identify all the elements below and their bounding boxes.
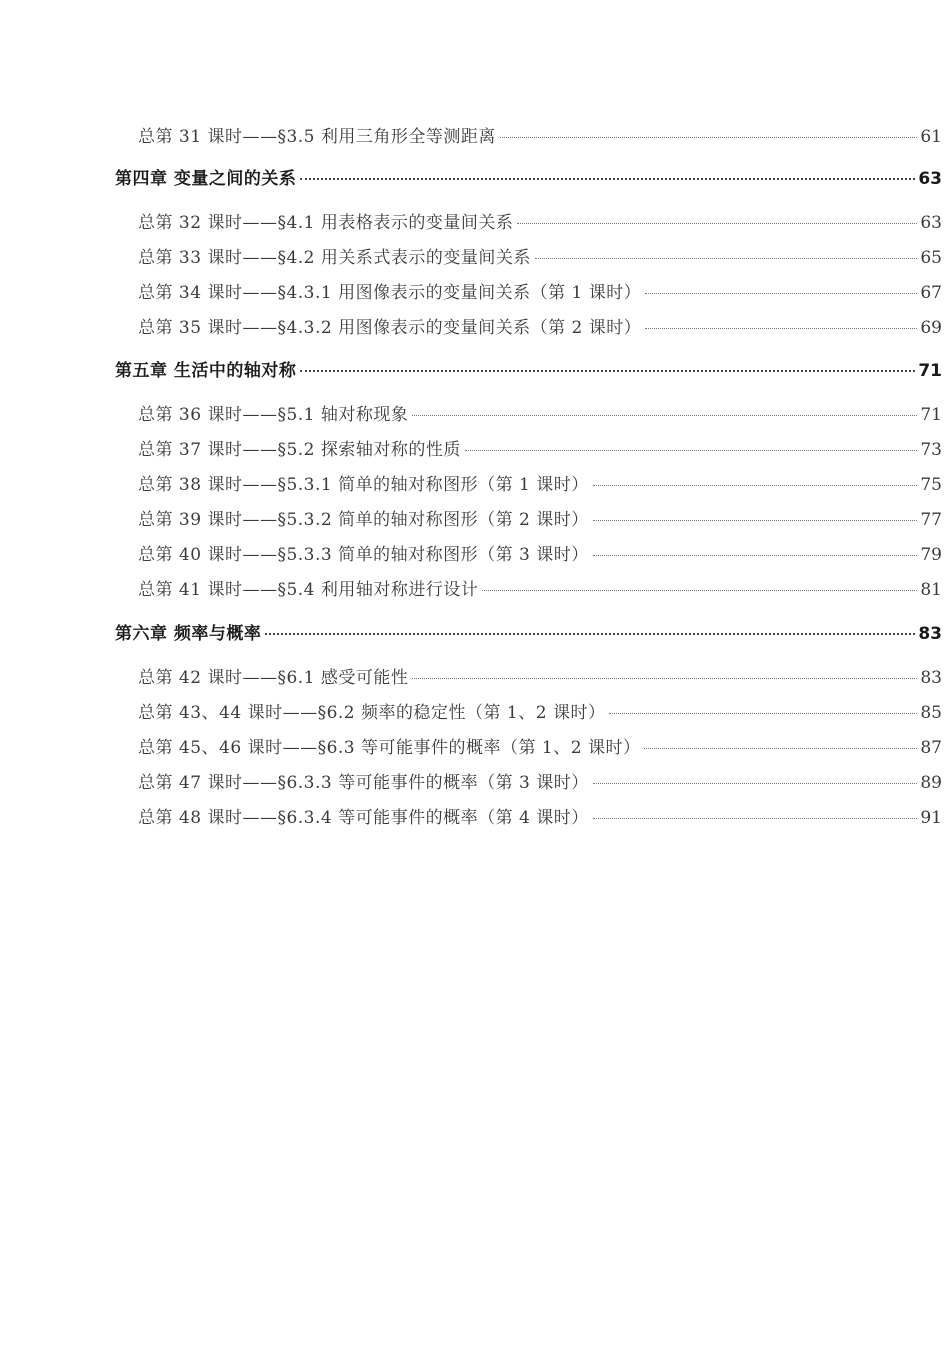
toc-page-number: 81 [920, 580, 942, 600]
toc-page-number: 63 [920, 213, 942, 233]
toc-entry-lesson [138, 575, 942, 600]
toc-entry-lesson [138, 698, 942, 723]
chapter-title: 第六章 频率与概率 [115, 624, 262, 644]
toc-entry-title: 总第 37 课时——§5.2 探索轴对称的性质 [138, 440, 461, 460]
toc-entry-title: 总第 48 课时——§6.3.4 等可能事件的概率（第 4 课时） [138, 808, 589, 828]
toc-page-number: 83 [920, 668, 942, 688]
toc-entry-title: 总第 35 课时——§4.3.2 用图像表示的变量间关系（第 2 课时） [138, 318, 642, 338]
toc-entry-lesson [138, 243, 942, 268]
dot-leader [412, 415, 917, 416]
dot-leader [593, 555, 918, 556]
toc-page-number: 87 [920, 738, 942, 758]
toc-page-number: 63 [918, 169, 942, 189]
dot-leader [593, 783, 918, 784]
toc-entry-chapter [115, 164, 942, 189]
toc-entry-lesson [138, 278, 942, 303]
toc-entry-lesson [138, 400, 942, 425]
toc-entry-title: 总第 38 课时——§5.3.1 简单的轴对称图形（第 1 课时） [138, 475, 589, 495]
chapter-title: 第五章 生活中的轴对称 [115, 361, 297, 381]
dot-leader [300, 178, 915, 180]
dot-leader [535, 258, 917, 259]
toc-entry-lesson [138, 733, 942, 758]
toc-entry-title: 总第 43、44 课时——§6.2 频率的稳定性（第 1、2 课时） [138, 703, 606, 723]
dot-leader [609, 713, 917, 714]
dot-leader [465, 450, 917, 451]
toc-entry-lesson [138, 803, 942, 828]
toc-entry-title: 总第 42 课时——§6.1 感受可能性 [138, 668, 409, 688]
dot-leader [593, 520, 918, 521]
dot-leader [593, 485, 918, 486]
toc-entry-lesson [138, 768, 942, 793]
toc-entry-lesson [138, 435, 942, 460]
toc-entry-title: 总第 40 课时——§5.3.3 简单的轴对称图形（第 3 课时） [138, 545, 589, 565]
dot-leader [645, 293, 917, 294]
toc-entry-lesson [138, 208, 942, 233]
dot-leader [482, 590, 917, 591]
toc-page-number: 77 [920, 510, 942, 530]
toc-entry-chapter [115, 356, 942, 381]
toc-entry-lesson [138, 313, 942, 338]
toc-page-number: 83 [918, 624, 942, 644]
toc-page-number: 73 [920, 440, 942, 460]
toc-entry-title: 总第 36 课时——§5.1 轴对称现象 [138, 405, 409, 425]
toc-entry-lesson [138, 663, 942, 688]
toc-entry-title: 总第 32 课时——§4.1 用表格表示的变量间关系 [138, 213, 514, 233]
dot-leader [644, 748, 917, 749]
toc-page-number: 65 [920, 248, 942, 268]
dot-leader [645, 328, 917, 329]
toc-entry-title: 总第 33 课时——§4.2 用关系式表示的变量间关系 [138, 248, 531, 268]
toc-entry-title: 总第 34 课时——§4.3.1 用图像表示的变量间关系（第 1 课时） [138, 283, 642, 303]
toc-page-number: 67 [920, 283, 942, 303]
toc-page-number: 71 [920, 405, 942, 425]
toc-entry-lesson [138, 122, 942, 147]
toc-page-number: 89 [920, 773, 942, 793]
toc-entry-title: 总第 47 课时——§6.3.3 等可能事件的概率（第 3 课时） [138, 773, 589, 793]
chapter-title: 第四章 变量之间的关系 [115, 169, 297, 189]
dot-leader [412, 678, 917, 679]
toc-page-number: 79 [920, 545, 942, 565]
toc-entry-lesson [138, 505, 942, 530]
toc-entry-title: 总第 45、46 课时——§6.3 等可能事件的概率（第 1、2 课时） [138, 738, 641, 758]
dot-leader [517, 223, 917, 224]
toc-entry-lesson [138, 540, 942, 565]
toc-page-number: 85 [920, 703, 942, 723]
dot-leader [265, 633, 915, 635]
toc-page-number: 91 [920, 808, 942, 828]
toc-entry-title: 总第 41 课时——§5.4 利用轴对称进行设计 [138, 580, 479, 600]
toc-page-number: 69 [920, 318, 942, 338]
toc-entry-chapter [115, 619, 942, 644]
dot-leader [300, 370, 915, 372]
toc-page-number: 71 [918, 361, 942, 381]
toc-entry-title: 总第 31 课时——§3.5 利用三角形全等测距离 [138, 127, 496, 147]
toc-page-number: 61 [920, 127, 942, 147]
toc-entry-lesson [138, 470, 942, 495]
toc-page-number: 75 [920, 475, 942, 495]
toc-entry-title: 总第 39 课时——§5.3.2 简单的轴对称图形（第 2 课时） [138, 510, 589, 530]
dot-leader [593, 818, 918, 819]
dot-leader [500, 137, 917, 138]
